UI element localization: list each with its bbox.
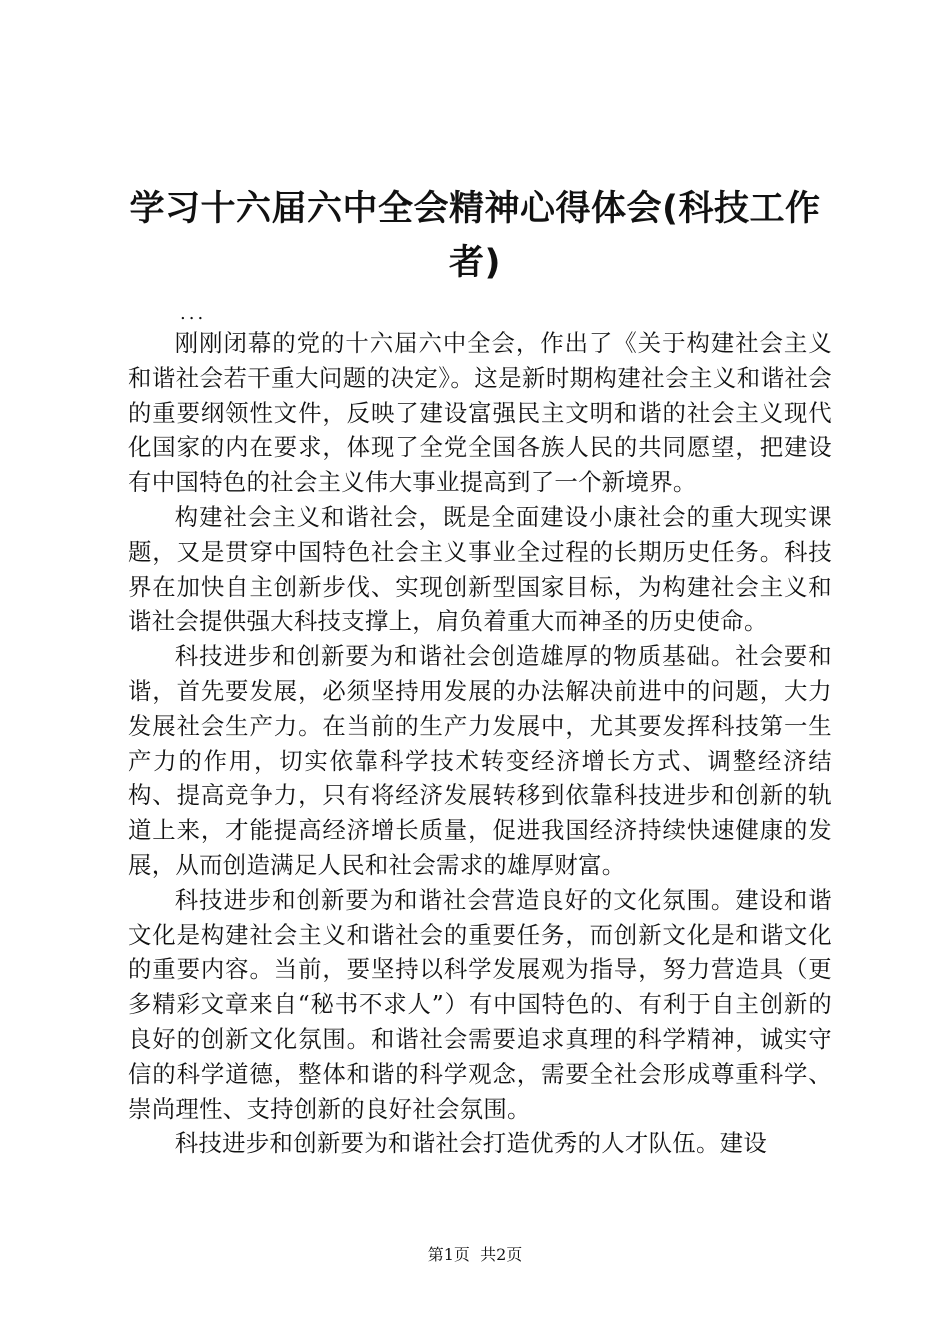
page-total: 共2页 bbox=[480, 1245, 523, 1264]
ellipsis-marker: ... bbox=[180, 303, 207, 324]
document-title: 学习十六届六中全会精神心得体会(科技工作者) bbox=[129, 189, 821, 283]
paragraph: 构建社会主义和谐社会，既是全面建设小康社会的重大现实课题，又是贯穿中国特色社会主义事业全过程的长期历史任务。科技界在加快自主创新步伐、实现创新型国家目标，为构建社会主义和谐社会提供强大科技支撑上，肩负着重大而神圣的历史使命。 bbox=[128, 502, 832, 636]
page-footer bbox=[0, 1245, 950, 1265]
paragraph: 科技进步和创新要为和谐社会打造优秀的人才队伍。建设 bbox=[174, 1129, 768, 1158]
page-number: 第1页 bbox=[427, 1245, 470, 1264]
document-body bbox=[128, 326, 832, 1161]
paragraph: 科技进步和创新要为和谐社会营造良好的文化氛围。建设和谐文化是构建社会主义和谐社会的重要任务，而创新文化是和谐文化的重要内容。当前，要坚持以科学发展观为指导，努力营造具（更多精彩文章来自“秘书不求人”）有中国特色的、有利于自主创新的良好的创新文化氛围。和谐社会需要追求真理的科学精神，诚实守信的科学道德，整体和谐的科学观念，需要全社会形成尊重科学、崇尚理性、支持创新的良好社会氛围。 bbox=[128, 885, 832, 1123]
paragraph: 科技进步和创新要为和谐社会创造雄厚的物质基础。社会要和谐，首先要发展，必须坚持用发展的办法解决前进中的问题，大力发展社会生产力。在当前的生产力发展中，尤其要发挥科技第一生产力的作用，切实依靠科学技术转变经济增长方式、调整经济结构、提高竞争力，只有将经济发展转移到依靠科技进步和创新的轨道上来，才能提高经济增长质量，促进我国经济持续快速健康的发展，从而创造满足人民和社会需求的雄厚财富。 bbox=[128, 642, 832, 879]
paragraph: 刚刚闭幕的党的十六届六中全会，作出了《关于构建社会主义和谐社会若干重大问题的决定》。这是新时期构建社会主义和谐社会的重要纲领性文件，反映了建设富强民主文明和谐的社会主义现代化国家的内在要求，体现了全党全国各族人民的共同愿望，把建设有中国特色的社会主义伟大事业提高到了一个新境界。 bbox=[128, 329, 832, 497]
